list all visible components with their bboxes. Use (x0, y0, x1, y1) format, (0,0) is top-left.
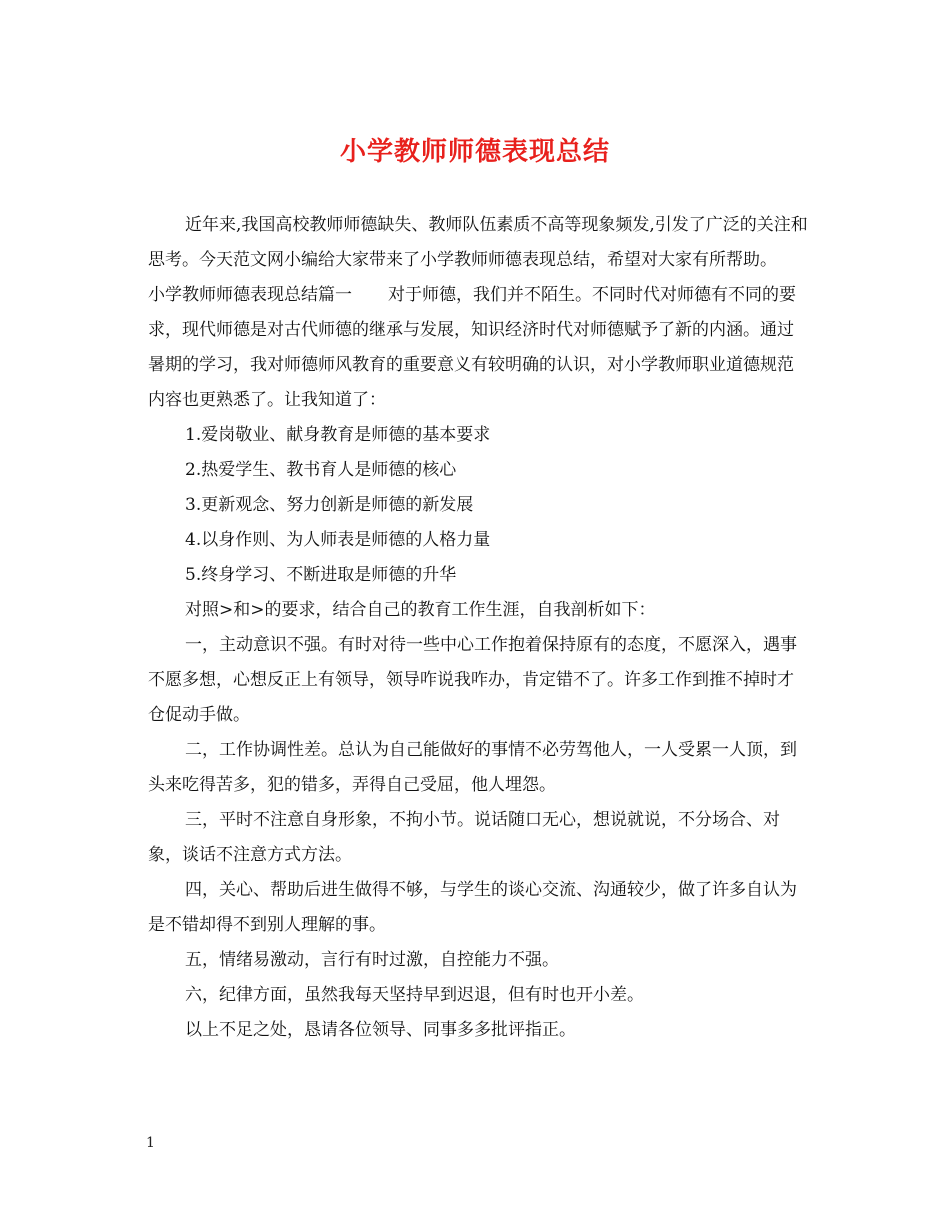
intro-paragraph: 近年来,我国高校教师师德缺失、教师队伍素质不高等现象频发,引发了广泛的关注和思考。今天范文网小编给大家带来了小学教师师德表现总结，希望对大家有所帮助。 (148, 215, 808, 270)
document-title: 小学教师师德表现总结 (339, 137, 610, 167)
point-paragraph: 四，关心、帮助后进生做得不够，与学生的谈心交流、沟通较少，做了许多自认为是不错却得不到别人理解的事。 (148, 880, 797, 935)
section-text: 对于师德，我们并不陌生。不同时代对师德有不同的要求，现代师德是对古代师德的继承与发展，知识经济时代对师德赋予了新的内涵。通过暑期的学习，我对师德师风教育的重要意义有较明确的认识，对小学教师职业道德规范内容也更熟悉了。让我知道了： (148, 285, 796, 410)
list-item: 1.爱岗敬业、献身教育是师德的基本要求 (185, 425, 491, 445)
point-paragraph: 六，纪律方面，虽然我每天坚持早到迟退，但有时也开小差。 (185, 985, 644, 1005)
list-item: 2.热爱学生、教书育人是师德的核心 (185, 460, 457, 480)
comparison-paragraph: 对照>和>的要求，结合自己的教育工作生涯，自我剖析如下： (185, 600, 656, 620)
closing-paragraph: 以上不足之处，恳请各位领导、同事多多批评指正。 (185, 1020, 576, 1040)
list-item: 5.终身学习、不断进取是师德的升华 (185, 565, 457, 585)
list-item: 3.更新观念、努力创新是师德的新发展 (185, 495, 474, 515)
point-paragraph: 一，主动意识不强。有时对待一些中心工作抱着保持原有的态度，不愿深入，遇事不愿多想，心想反正上有领导，领导咋说我咋办，肯定错不了。许多工作到推不掉时才仓促动手做。 (148, 635, 797, 725)
point-paragraph: 五，情绪易激动，言行有时过激，自控能力不强。 (185, 950, 559, 970)
point-paragraph: 三，平时不注意自身形象，不拘小节。说话随口无心，想说就说，不分场合、对象，谈话不注意方式方法。 (148, 810, 780, 865)
section-paragraph (148, 278, 808, 418)
list-item: 4.以身作则、为人师表是师德的人格力量 (185, 530, 491, 550)
document-body (148, 208, 808, 1048)
section-heading: 小学教师师德表现总结篇一 (148, 285, 352, 305)
page-number: 1 (146, 1135, 155, 1151)
point-paragraph: 二，工作协调性差。总认为自己能做好的事情不必劳驾他人，一人受累一人顶，到头来吃得苦多，犯的错多，弄得自己受屈，他人埋怨。 (148, 740, 797, 795)
